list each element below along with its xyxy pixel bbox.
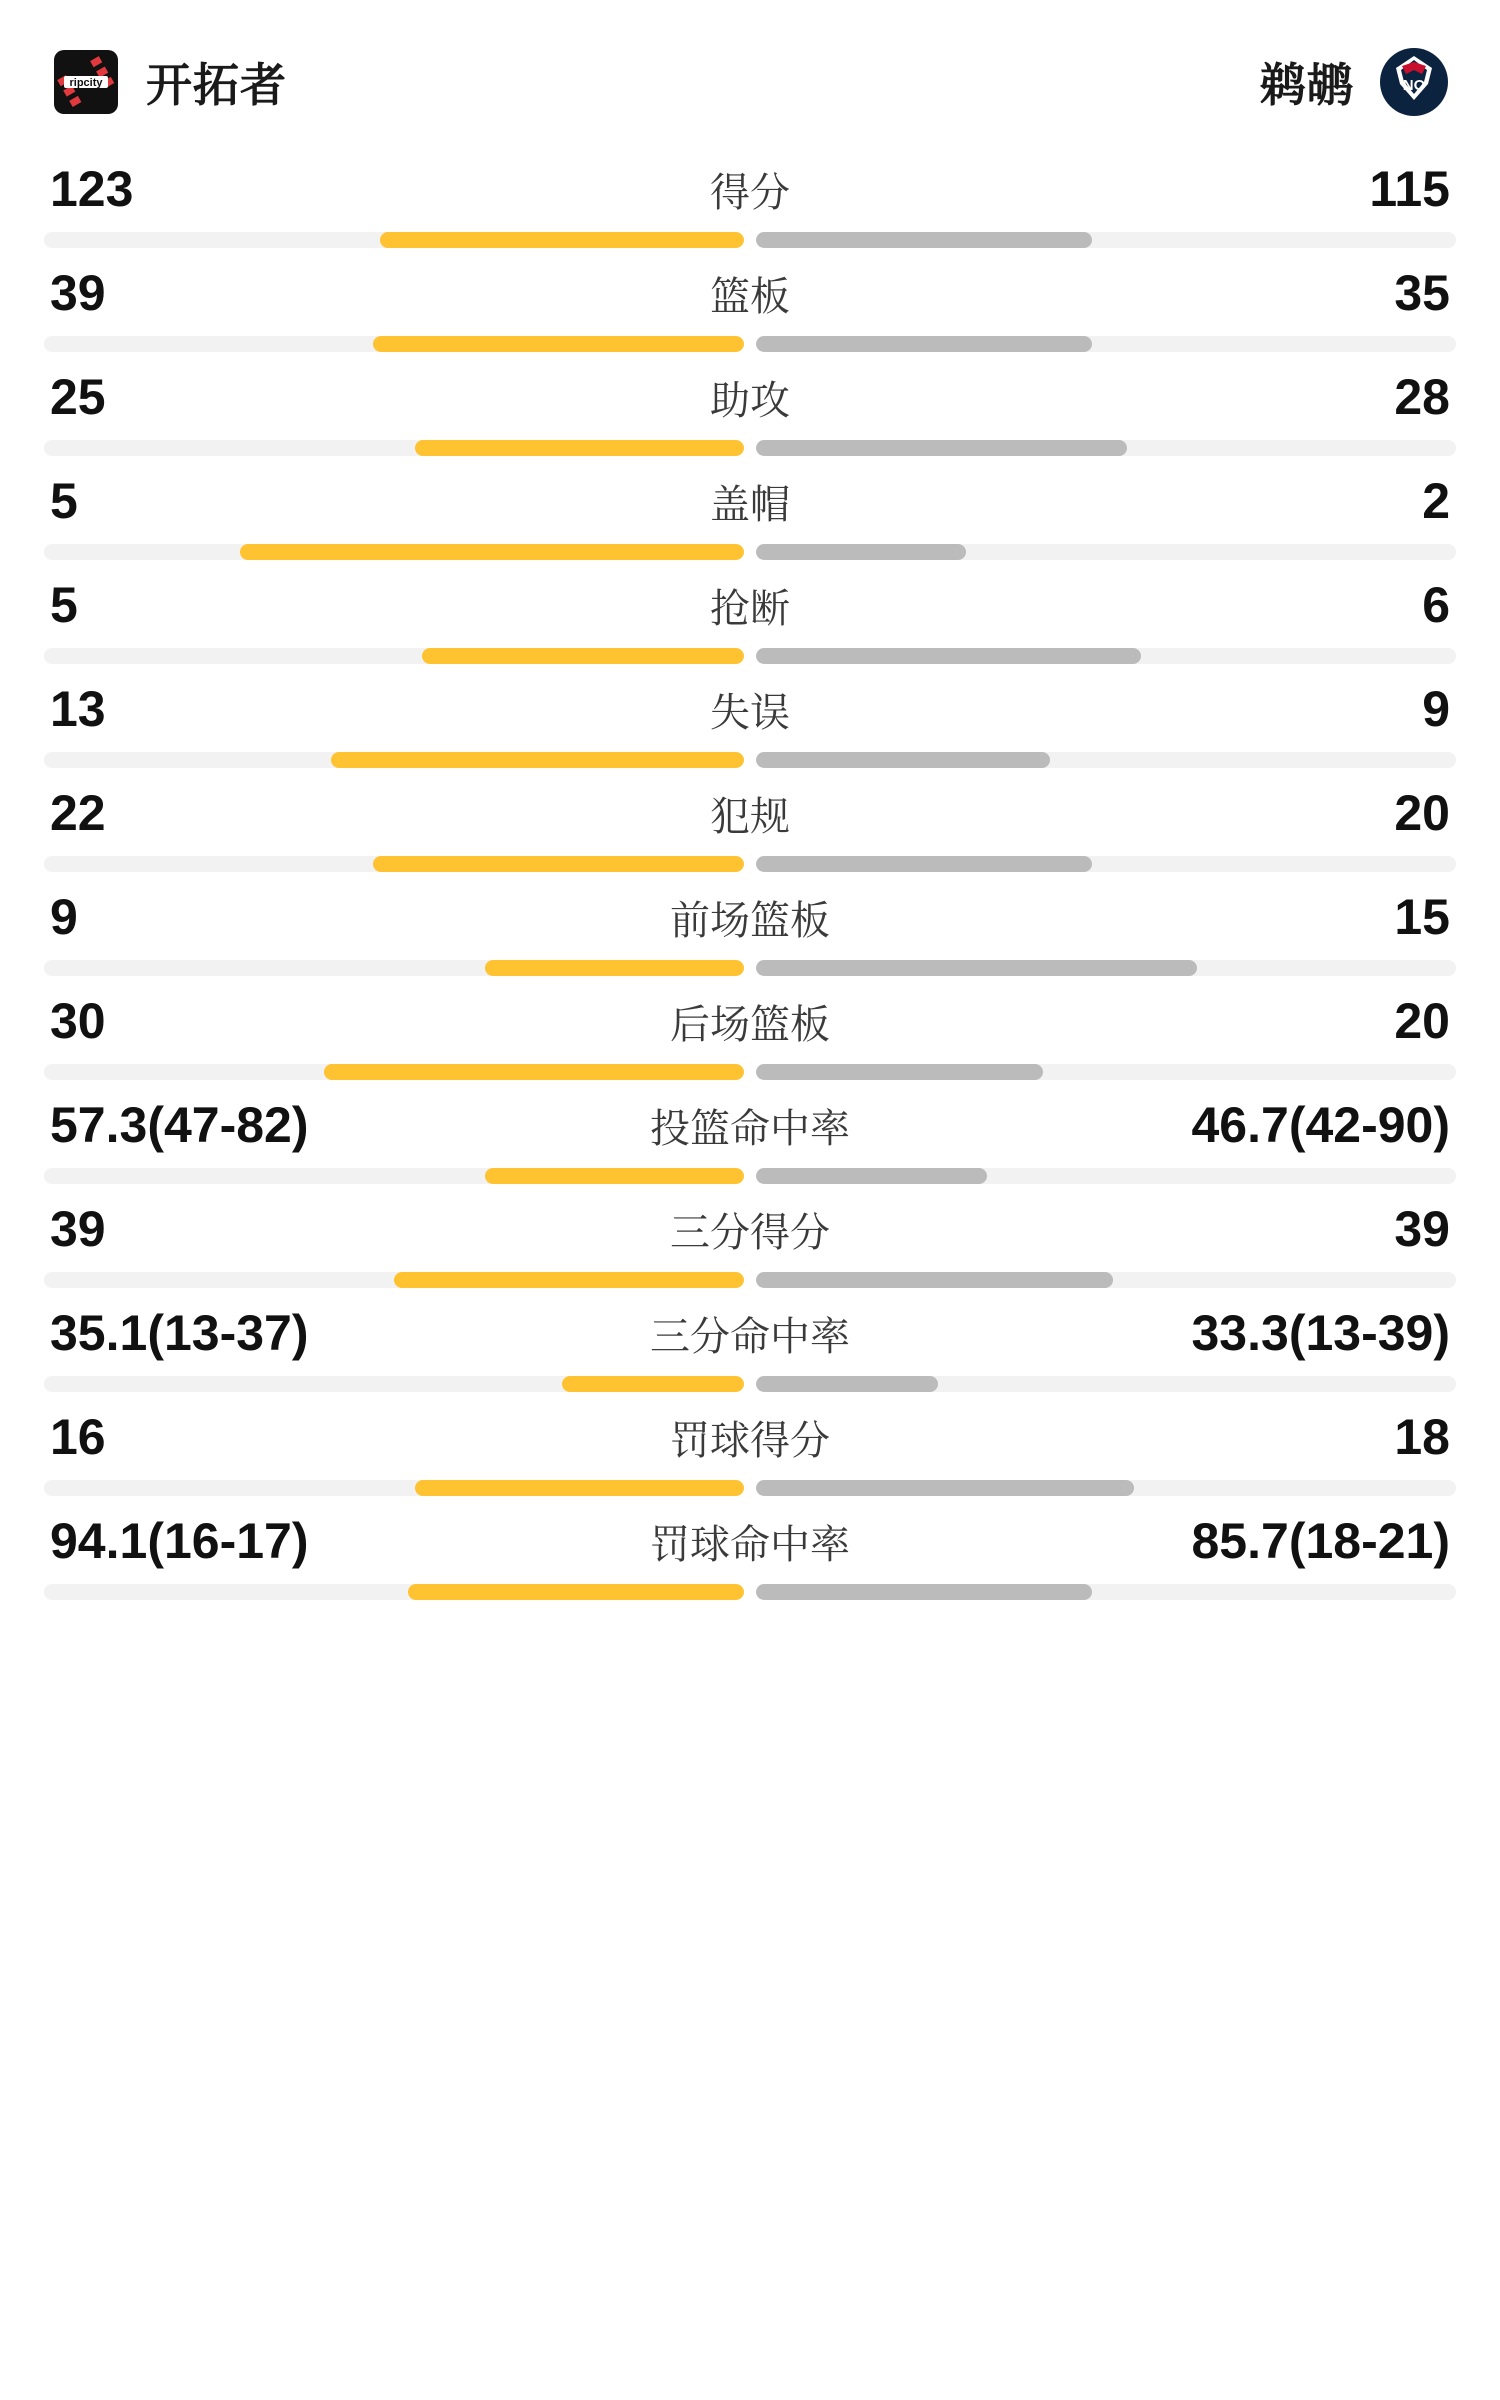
away-stat-value: 20 <box>1394 993 1450 1049</box>
home-bar-fill <box>485 1168 744 1184</box>
svg-text:ripcity: ripcity <box>69 77 103 89</box>
away-bar-track <box>756 1168 1456 1184</box>
stat-label: 后场篮板 <box>670 1003 830 1047</box>
stat-bars <box>44 752 1456 768</box>
home-bar-track <box>44 336 744 352</box>
home-bar-fill <box>562 1376 744 1392</box>
away-stat-value: 15 <box>1394 889 1450 945</box>
away-stat-value: 6 <box>1422 577 1450 633</box>
away-stat-value: 46.7(42-90) <box>1191 1097 1450 1153</box>
away-bar-fill <box>756 232 1092 248</box>
away-bar-fill <box>756 1376 938 1392</box>
away-bar-track <box>756 336 1456 352</box>
home-bar-track <box>44 960 744 976</box>
away-bar-fill <box>756 440 1127 456</box>
away-bar-track <box>756 232 1456 248</box>
stat-row <box>44 1398 1456 1502</box>
home-stat-value: 5 <box>50 473 78 529</box>
away-bar-track <box>756 960 1456 976</box>
stat-row <box>44 1502 1456 1606</box>
away-stat-value: 39 <box>1394 1201 1450 1257</box>
stat-bars <box>44 960 1456 976</box>
home-stat-value: 22 <box>50 785 106 841</box>
matchup-header <box>44 28 1456 136</box>
home-bar-track <box>44 1584 744 1600</box>
away-stat-value: 33.3(13-39) <box>1191 1305 1450 1361</box>
stat-bars <box>44 1584 1456 1600</box>
away-bar-fill <box>756 1064 1043 1080</box>
stat-row <box>44 358 1456 462</box>
stat-row <box>44 1294 1456 1398</box>
stat-label: 前场篮板 <box>670 899 830 943</box>
away-stat-value: 35 <box>1394 265 1450 321</box>
stat-bars <box>44 544 1456 560</box>
home-team[interactable] <box>48 44 287 120</box>
home-bar-track <box>44 544 744 560</box>
away-stat-value: 18 <box>1394 1409 1450 1465</box>
stat-bars <box>44 1272 1456 1288</box>
stat-row <box>44 878 1456 982</box>
home-bar-track <box>44 856 744 872</box>
stat-row <box>44 982 1456 1086</box>
stat-label: 犯规 <box>710 795 790 839</box>
stat-label: 篮板 <box>710 275 790 319</box>
away-bar-track <box>756 752 1456 768</box>
stat-row <box>44 566 1456 670</box>
home-bar-track <box>44 1376 744 1392</box>
stat-row <box>44 774 1456 878</box>
away-bar-track <box>756 1064 1456 1080</box>
away-stat-value: 85.7(18-21) <box>1191 1513 1450 1569</box>
home-bar-fill <box>240 544 744 560</box>
away-bar-fill <box>756 336 1092 352</box>
away-bar-fill <box>756 856 1092 872</box>
home-stat-value: 25 <box>50 369 106 425</box>
home-stat-value: 39 <box>50 1201 106 1257</box>
stat-label: 投篮命中率 <box>650 1107 850 1151</box>
home-stat-value: 123 <box>50 161 134 217</box>
stat-label: 罚球得分 <box>670 1419 830 1463</box>
away-bar-track <box>756 1272 1456 1288</box>
stat-bars <box>44 856 1456 872</box>
home-bar-track <box>44 648 744 664</box>
home-bar-fill <box>408 1584 744 1600</box>
home-bar-track <box>44 1168 744 1184</box>
away-bar-track <box>756 1376 1456 1392</box>
away-bar-fill <box>756 648 1141 664</box>
stat-label: 失误 <box>710 691 790 735</box>
stat-label: 得分 <box>710 171 790 215</box>
home-bar-track <box>44 1064 744 1080</box>
stat-label: 抢断 <box>710 587 790 631</box>
stat-bars <box>44 1168 1456 1184</box>
away-bar-fill <box>756 1168 987 1184</box>
away-bar-track <box>756 856 1456 872</box>
home-bar-fill <box>380 232 744 248</box>
away-bar-fill <box>756 1480 1134 1496</box>
away-bar-fill <box>756 960 1197 976</box>
away-stat-value: 9 <box>1422 681 1450 737</box>
stat-bars <box>44 648 1456 664</box>
svg-text:NO: NO <box>1402 77 1426 94</box>
stat-bars <box>44 336 1456 352</box>
home-bar-fill <box>415 440 744 456</box>
stat-bars <box>44 232 1456 248</box>
home-bar-track <box>44 752 744 768</box>
away-bar-fill <box>756 752 1050 768</box>
away-bar-track <box>756 440 1456 456</box>
stat-bars <box>44 1376 1456 1392</box>
stat-row <box>44 670 1456 774</box>
home-bar-fill <box>422 648 744 664</box>
away-team-name: 鹈鹕 <box>1260 59 1354 111</box>
stat-row <box>44 254 1456 358</box>
away-bar-track <box>756 1584 1456 1600</box>
away-stat-value: 2 <box>1422 473 1450 529</box>
home-stat-value: 39 <box>50 265 106 321</box>
stat-bars <box>44 1480 1456 1496</box>
trail-blazers-logo-icon <box>48 44 124 120</box>
stat-label: 盖帽 <box>710 483 790 527</box>
home-bar-track <box>44 232 744 248</box>
away-team[interactable] <box>1260 44 1452 120</box>
home-bar-fill <box>394 1272 744 1288</box>
away-bar-track <box>756 544 1456 560</box>
stat-row <box>44 1190 1456 1294</box>
home-stat-value: 30 <box>50 993 106 1049</box>
pelicans-logo-icon <box>1376 44 1452 120</box>
stat-label: 三分得分 <box>670 1211 830 1255</box>
stat-row <box>44 150 1456 254</box>
stats-comparison-list <box>44 150 1456 1606</box>
home-stat-value: 16 <box>50 1409 106 1465</box>
home-bar-fill <box>373 856 744 872</box>
away-bar-fill <box>756 1272 1113 1288</box>
home-bar-track <box>44 440 744 456</box>
away-bar-track <box>756 648 1456 664</box>
home-bar-fill <box>331 752 744 768</box>
stat-label: 三分命中率 <box>650 1315 850 1359</box>
stat-bars <box>44 440 1456 456</box>
home-bar-fill <box>485 960 744 976</box>
stat-row <box>44 1086 1456 1190</box>
home-bar-track <box>44 1272 744 1288</box>
home-stat-value: 13 <box>50 681 106 737</box>
home-bar-fill <box>324 1064 744 1080</box>
stat-row <box>44 462 1456 566</box>
home-stat-value: 5 <box>50 577 78 633</box>
stat-bars <box>44 1064 1456 1080</box>
home-stat-value: 57.3(47-82) <box>50 1097 309 1153</box>
away-stat-value: 115 <box>1369 161 1450 217</box>
stat-label: 罚球命中率 <box>650 1523 850 1567</box>
home-stat-value: 9 <box>50 889 78 945</box>
away-stat-value: 28 <box>1394 369 1450 425</box>
home-bar-fill <box>373 336 744 352</box>
home-stat-value: 35.1(13-37) <box>50 1305 309 1361</box>
away-bar-fill <box>756 544 966 560</box>
home-team-name: 开拓者 <box>146 59 287 111</box>
home-bar-track <box>44 1480 744 1496</box>
home-bar-fill <box>415 1480 744 1496</box>
home-stat-value: 94.1(16-17) <box>50 1513 309 1569</box>
stat-label: 助攻 <box>710 379 790 423</box>
away-stat-value: 20 <box>1394 785 1450 841</box>
away-bar-track <box>756 1480 1456 1496</box>
away-bar-fill <box>756 1584 1092 1600</box>
